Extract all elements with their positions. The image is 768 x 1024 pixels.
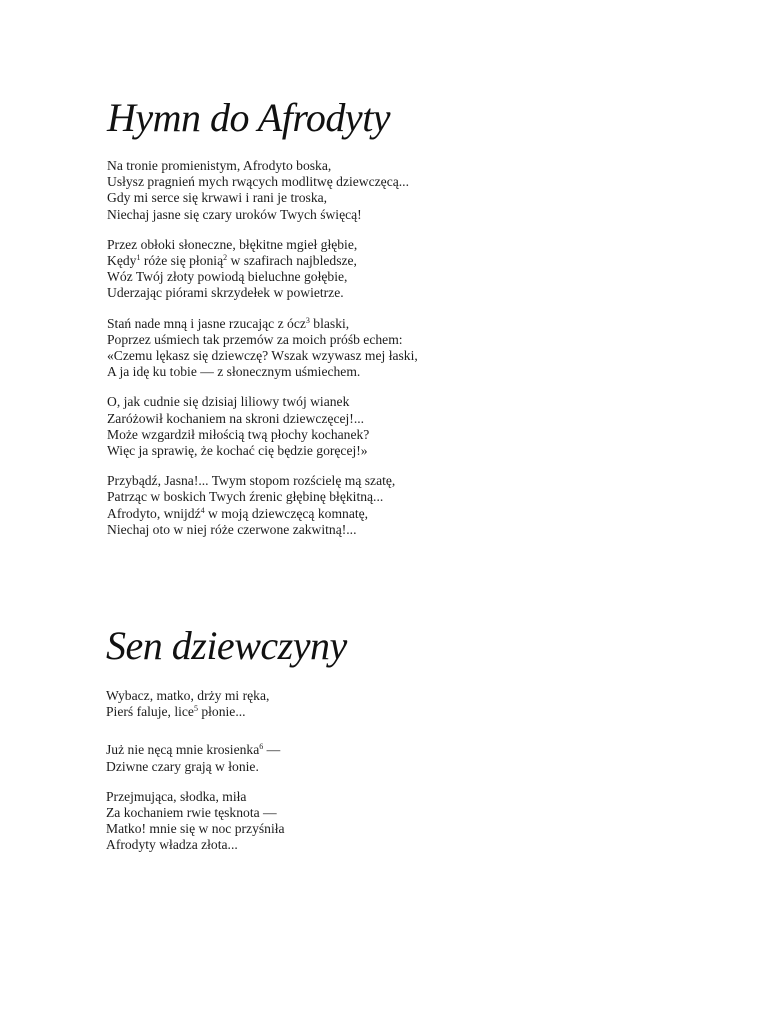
verse-text: A ja idę ku tobie — z słonecznym uśmiechem. — [107, 364, 361, 380]
verse-line — [107, 522, 667, 538]
verse-text: Niechaj oto w niej róże czerwone zakwitną!... — [107, 521, 357, 537]
verse-line — [107, 364, 667, 380]
verse-line — [107, 158, 667, 174]
verse-text: Przybądź, Jasna!... Twym stopom rozścielę mą szatę, — [107, 473, 396, 489]
verse-text: Już nie nęcą mnie krosienka — [106, 742, 260, 758]
verse-line — [107, 411, 667, 427]
poem-hymn-do-afrodyty — [107, 92, 667, 552]
verse-text: Afrodyto, wnijdź — [107, 505, 201, 521]
verse-text: Afrodyty władza złota... — [106, 837, 238, 853]
verse-text: Stań nade mną i jasne rzucając z ócz — [107, 315, 306, 331]
stanza — [106, 789, 666, 854]
verse-text: Wybacz, matko, drży mi ręka, — [106, 688, 270, 703]
verse-line — [107, 427, 667, 443]
footnote-marker: 1 — [136, 253, 141, 263]
verse-text: Na tronie promienistym, Afrodyto boska, — [107, 158, 332, 173]
verse-line — [106, 789, 666, 805]
verse-text: O, jak cudnie się dzisiaj liliowy twój wianek — [107, 394, 350, 410]
stanza — [107, 158, 667, 223]
footnote-marker: 3 — [305, 315, 310, 325]
verse-line — [106, 688, 666, 704]
poem-title: Hymn do Afrodyty — [107, 95, 391, 140]
verse-line — [106, 704, 666, 720]
verse-text: w moją dziewczęcą komnatę, — [204, 505, 369, 521]
verse-line — [107, 443, 667, 459]
poem-title: Sen dziewczyny — [106, 623, 347, 668]
verse-text: Wóz Twój złoty powiodą bieluchne gołębie, — [107, 269, 348, 285]
verse-line — [107, 473, 667, 489]
verse-text: Usłysz pragnień mych rwących modlitwę dziewczęcą... — [107, 174, 409, 190]
verse-line — [106, 742, 666, 758]
stanza — [107, 237, 667, 302]
stanza — [106, 742, 666, 774]
verse-text: Przejmująca, słodka, miła — [106, 788, 247, 804]
verse-text: róże się płonią — [140, 253, 224, 269]
verse-text: «Czemu lękasz się dziewczę? Wszak wzywasz mej łaski, — [107, 348, 418, 364]
verse-line — [107, 332, 667, 348]
verse-text: Może wzgardził miłością twą płochy kochanek? — [107, 426, 370, 442]
verse-line — [107, 348, 667, 364]
verse-line — [107, 269, 667, 285]
verse-text: Uderzając piórami skrzydełek w powietrze. — [107, 285, 344, 301]
stanza — [107, 473, 667, 538]
verse-text: Zaróżowił kochaniem na skroni dziewczęcej!... — [107, 410, 365, 426]
verse-text: Dziwne czary grają w łonie. — [106, 758, 259, 774]
verse-line — [107, 207, 667, 223]
verse-text: Patrząc w boskich Twych źrenic głębinę błękitną... — [107, 489, 384, 505]
poem-sen-dziewczyny — [106, 620, 666, 868]
verse-text: Przez obłoki słoneczne, błękitne mgieł głębie, — [107, 236, 358, 252]
verse-line — [106, 759, 666, 775]
stanza — [107, 316, 667, 381]
poem-stanzas — [106, 688, 666, 854]
verse-line — [107, 174, 667, 190]
verse-line — [107, 285, 667, 301]
verse-line — [106, 837, 666, 853]
verse-text: Więc ja sprawię, że kochać cię będzie goręcej!» — [107, 443, 368, 459]
verse-text: w szafirach najbledsze, — [227, 253, 357, 269]
verse-text: płonie... — [197, 704, 246, 720]
verse-text: blaski, — [309, 315, 350, 331]
stanza — [106, 688, 666, 720]
verse-line — [107, 489, 667, 505]
poem-stanzas — [107, 158, 667, 538]
verse-text: Pierś faluje, lice — [106, 704, 194, 720]
verse-line — [107, 316, 667, 332]
verse-text: Matko! mnie się w noc przyśniła — [106, 821, 285, 837]
verse-line — [107, 190, 667, 206]
verse-text: Kędy — [107, 253, 137, 269]
verse-text: Niechaj jasne się czary uroków Twych święcą! — [107, 206, 362, 222]
footnote-marker: 6 — [259, 742, 264, 752]
verse-line — [107, 394, 667, 410]
verse-text: Poprzez uśmiech tak przemów za moich próśb echem: — [107, 331, 403, 347]
footnote-marker: 5 — [193, 704, 198, 714]
verse-text: — — [263, 742, 281, 758]
verse-line — [107, 506, 667, 522]
footnote-marker: 2 — [223, 253, 228, 263]
stanza — [107, 394, 667, 459]
verse-line — [107, 253, 667, 269]
verse-line — [107, 237, 667, 253]
footnote-marker: 4 — [200, 505, 205, 515]
verse-text: Gdy mi serce się krwawi i rani je troska, — [107, 190, 328, 206]
verse-line — [106, 821, 666, 837]
verse-text: Za kochaniem rwie tęsknota — — [106, 805, 277, 821]
verse-line — [106, 805, 666, 821]
